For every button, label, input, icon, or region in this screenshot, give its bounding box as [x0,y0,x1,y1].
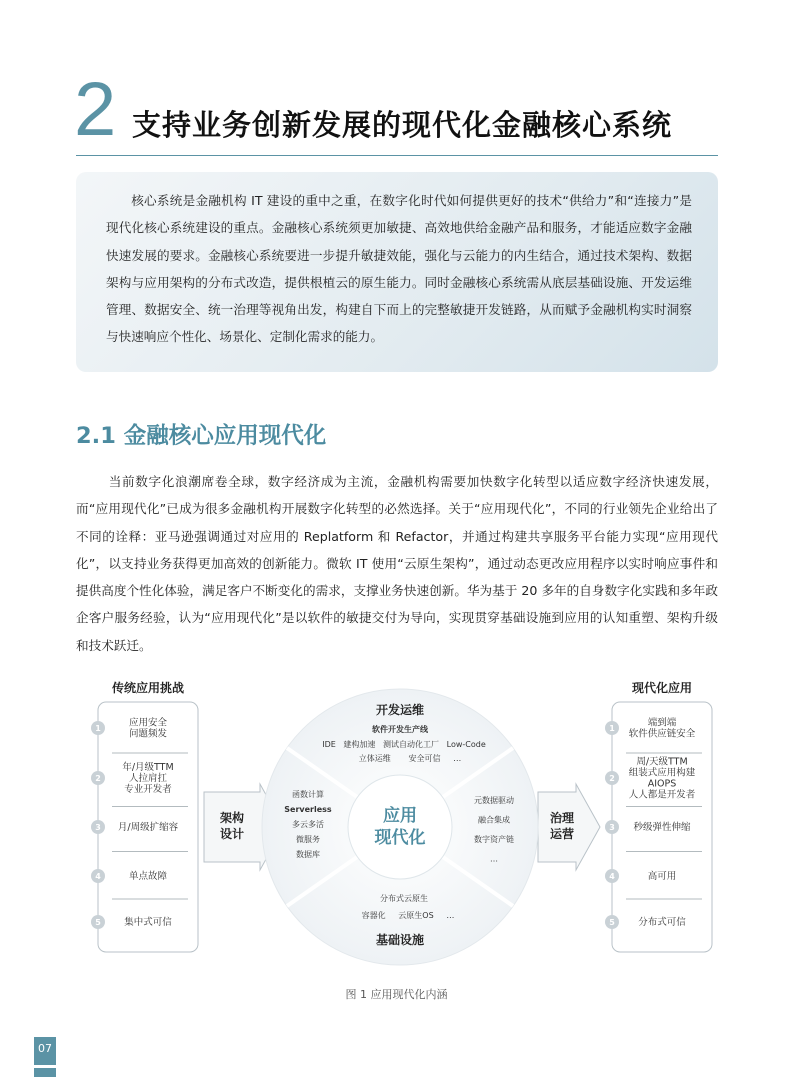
top-segment-line2: 立体运维 安全可信 … [358,754,462,763]
inner-circle [348,775,452,879]
left-item-text: 问题频发 [128,728,168,740]
application-modernization-figure [0,670,793,980]
left-arrow-label-2: 设计 [219,827,245,841]
left-item-text: 单点故障 [128,871,168,882]
left-panel-title: 传统应用挑战 [111,681,185,695]
left-segment-item: 微服务 [296,835,320,844]
figure-caption: 图 1 应用现代化内涵 [345,988,448,1001]
left-item-text: 集中式可信 [124,917,172,928]
right-item-text: 周/天级TTM [636,756,688,768]
right-item-number: 4 [609,872,615,881]
right-item-text: 人人都是开发者 [628,789,696,801]
left-arrow-label-1: 架构 [219,811,245,825]
left-item-number: 3 [95,823,101,832]
right-item-text: 组装式应用构建 [628,767,696,779]
right-arrow-label-2: 运营 [549,827,575,841]
top-segment-line1: IDE 建构加速 测试自动化工厂 Low-Code [322,740,486,749]
page-number-bar [34,1068,56,1077]
section-body: 当前数字化浪潮席卷全球，数字经济成为主流，金融机构需要加快数字化转型以适应数字经济快速发展，而“应用现代化”已成为很多金融机构开展数字化转型的必然选择。关于“应用现代化”，不同的行业领先企业给出了不同的诠释：亚马逊强调通过对应用的 Replatform 和 Refactor，并通过构建共享服务平台能力实现“应用现代化”，以支持业务获得更加高效的创新能力。微软 IT 使用“云原生架构”，通过动态更改应用程序以实时响应事件和提供高度个性化体验，满足客户不断变化的需求，支撑业务快速创新。华为基于 20 多年的自身数字化实践和多年政企客户服务经验，认为“应用现代化”是以软件的敏捷交付为导向，实现贯穿基础设施到应用的认知重塑、架构升级和技术跃迁。 [76,474,718,653]
right-segment-item: 融合集成 [478,815,510,825]
left-item-number: 2 [95,774,101,783]
left-item-text: 人拉肩扛 [128,773,168,784]
right-item-text: 高可用 [647,871,677,882]
left-item-number: 4 [95,872,101,881]
right-panel-title: 现代化应用 [631,681,693,695]
chapter-title: 支持业务创新发展的现代化金融核心系统 [132,108,673,142]
bottom-segment-line2: 容器化 云原生OS … [361,911,455,920]
left-item-text: 月/周级扩缩容 [117,822,179,833]
bottom-segment-line1: 分布式云原生 [380,894,428,903]
section-title: 2.1 金融核心应用现代化 [76,423,327,449]
page-number: 07 [34,1037,56,1065]
left-item-text: 专业开发者 [124,784,172,795]
title-divider [76,155,718,156]
intro-paragraph: 核心系统是金融机构 IT 建设的重中之重，在数字化时代如何提供更好的技术“供给力”和“连接力”是现代化核心系统建设的重点。金融核心系统须更加敏捷、高效地供给金融产品和服务，才能适应数字金融快速发展的要求。金融核心系统要进一步提升敏捷效能，强化与云能力的内生结合，通过技术架构、数据架构与应用架构的分布式改造，提供根植云的原生能力。同时金融核心系统需从底层基础设施、开发运维管理、数据安全、统一治理等视角出发，构建自下而上的完整敏捷开发链路，从而赋予金融机构实时洞察与快速响应个性化、场景化、定制化需求的能力。 [106,193,692,345]
left-item-number: 5 [95,918,101,927]
center-label-1: 应用 [383,806,417,826]
left-item-number: 1 [95,724,101,733]
top-segment-title: 开发运维 [375,703,425,717]
right-item-text: 分布式可信 [638,917,686,928]
left-item-text: 应用安全 [128,717,168,729]
right-item-number: 2 [609,774,615,783]
right-arrow [538,784,600,870]
right-item-number: 5 [609,918,615,927]
right-item-text: 秒级弹性伸缩 [633,822,691,833]
left-segment-item: 数据库 [296,850,320,859]
center-label-2: 现代化 [374,828,426,848]
left-segment-item: 函数计算 [292,790,324,799]
bottom-segment-title: 基础设施 [375,933,425,947]
left-item-text: 年/月级TTM [122,762,174,773]
chapter-number: 2 [74,67,117,152]
right-segment-item: … [490,854,498,864]
left-segment-item: 多云多活 [292,820,324,829]
right-arrow-label-1: 治理 [549,811,575,825]
left-segment-item: Serverless [284,805,332,814]
right-item-text: AIOPS [647,778,677,790]
right-item-number: 3 [609,823,615,832]
right-segment-item: 元数据驱动 [474,796,514,805]
right-item-number: 1 [609,724,615,733]
right-segment-item: 数字资产链 [474,835,514,844]
right-item-text: 端到端 [647,717,677,729]
top-segment-sub: 软件开发生产线 [372,725,428,734]
right-item-text: 软件供应链安全 [628,728,696,740]
